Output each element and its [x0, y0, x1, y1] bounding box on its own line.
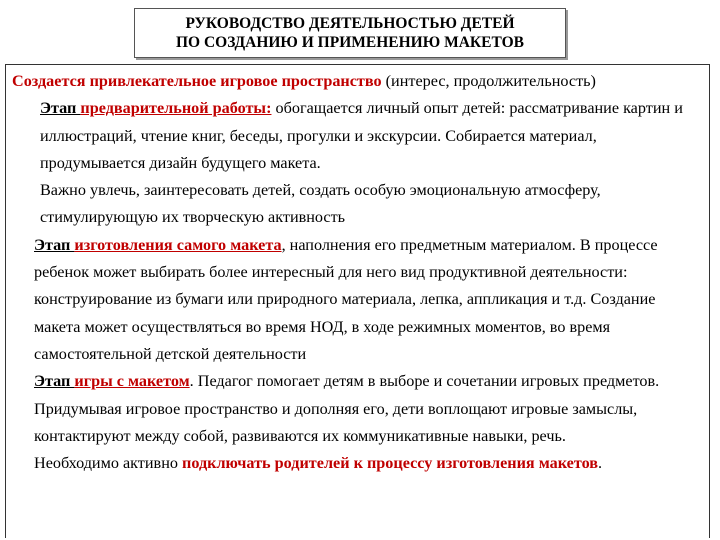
engagement-text: Важно увлечь, заинтересовать детей, создать особую эмоциональную атмосферу, стимулирующую их творческую активность: [40, 181, 601, 227]
intro-highlight: Создается привлекательное игровое пространство: [12, 72, 382, 90]
paragraph-making-stage: [12, 232, 703, 368]
paragraph-intro: [12, 68, 703, 95]
title-line-2: ПО СОЗДАНИЮ И ПРИМЕНЕНИЮ МАКЕТОВ: [175, 34, 525, 51]
stage-text: , наполнения его предметным материалом. В процессе ребенок может выбирать более интересный для него вид продуктивной деятельности: конструирование из бумаги или природного материала, лепка, аппликация и т.д. Создание макета может осуществляться во время НОД, в ходе режимных моментов, во время самостоятельной детской деятельности: [34, 235, 658, 363]
paragraph-play-stage: [12, 368, 703, 450]
parents-highlight: подключать родителей к процессу изготовления макетов: [182, 454, 599, 473]
stage-label: Этап: [40, 99, 81, 118]
title-line-1: РУКОВОДСТВО ДЕЯТЕЛЬНОСТЬЮ ДЕТЕЙ: [185, 15, 515, 32]
parents-pre: Необходимо активно: [34, 454, 182, 473]
stage-text: обогащается личный опыт детей: рассматривание картин и иллюстраций, чтение книг, беседы, прогулки и экскурсии. Собирается материал, продумывается дизайн будущего макета.: [40, 99, 683, 172]
stage-label: Этап: [34, 235, 75, 254]
stage-label: Этап: [34, 372, 75, 391]
intro-rest: (интерес, продолжительность): [381, 72, 596, 90]
stage-name-preparatory: предварительной работы:: [80, 99, 272, 118]
stage-name-making: изготовления самого макета: [74, 235, 282, 254]
content-panel: [5, 64, 710, 538]
stage-text: . Педагог помогает детям в выборе и сочетании игровых предметов. Придумывая игровое пространство и дополняя его, дети воплощают игровые замыслы, контактируют между собой, развиваются их коммуникативные навыки, речь.: [34, 372, 660, 445]
parents-post: .: [598, 454, 603, 473]
paragraph-engagement: [12, 177, 703, 232]
paragraph-parents: [12, 450, 703, 477]
stage-name-play: игры с макетом: [74, 372, 190, 391]
slide-title: [134, 8, 566, 58]
paragraph-preparatory-stage: [12, 95, 703, 177]
